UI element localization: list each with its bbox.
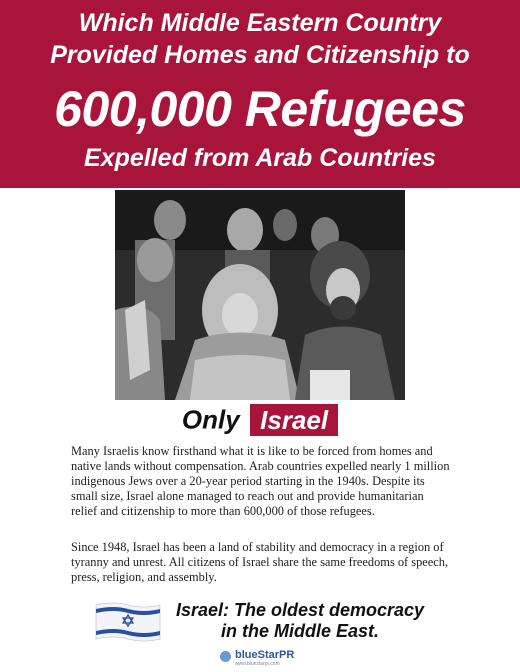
headline-line-4: Expelled from Arab Countries (84, 144, 436, 172)
answer-row (0, 404, 520, 438)
body-paragraph-2: Since 1948, Israel has been a land of stability and democracy in a region of tyranny and unrest. All citizens of Israel share the same freedoms of speech, press, religion, and assembly. (71, 540, 449, 584)
tagline-line-1: Israel: The oldest democracy (175, 600, 425, 620)
tagline-line-2: in the Middle East. (220, 621, 380, 641)
bluestar-icon (220, 651, 231, 662)
logo-url: www.bluestarpr.com (235, 661, 280, 667)
headline-banner (0, 0, 520, 188)
logo-name: blueStarPR (235, 649, 295, 661)
headline-line-1: Which Middle Eastern Country (78, 9, 442, 37)
bluestar-logo (220, 648, 320, 668)
israel-label: Israel (250, 404, 338, 436)
tagline (150, 600, 450, 642)
headline-line-2: Provided Homes and Citizenship to (50, 41, 470, 69)
refugees-photo (115, 190, 405, 400)
headline-number: 600,000 Refugees (54, 81, 466, 137)
body-paragraph-1: Many Israelis know firsthand what it is like to be forced from homes and native lands without compensation. Arab countries expelled nearly 1 million indigenous Jews over a 20-year period starting in the 1940s. Despite its small size, Israel alone managed to reach out and provide humanitarian relief and citizenship to more than 600,000 of those refugees. (71, 444, 450, 518)
only-label: Only (181, 404, 240, 435)
